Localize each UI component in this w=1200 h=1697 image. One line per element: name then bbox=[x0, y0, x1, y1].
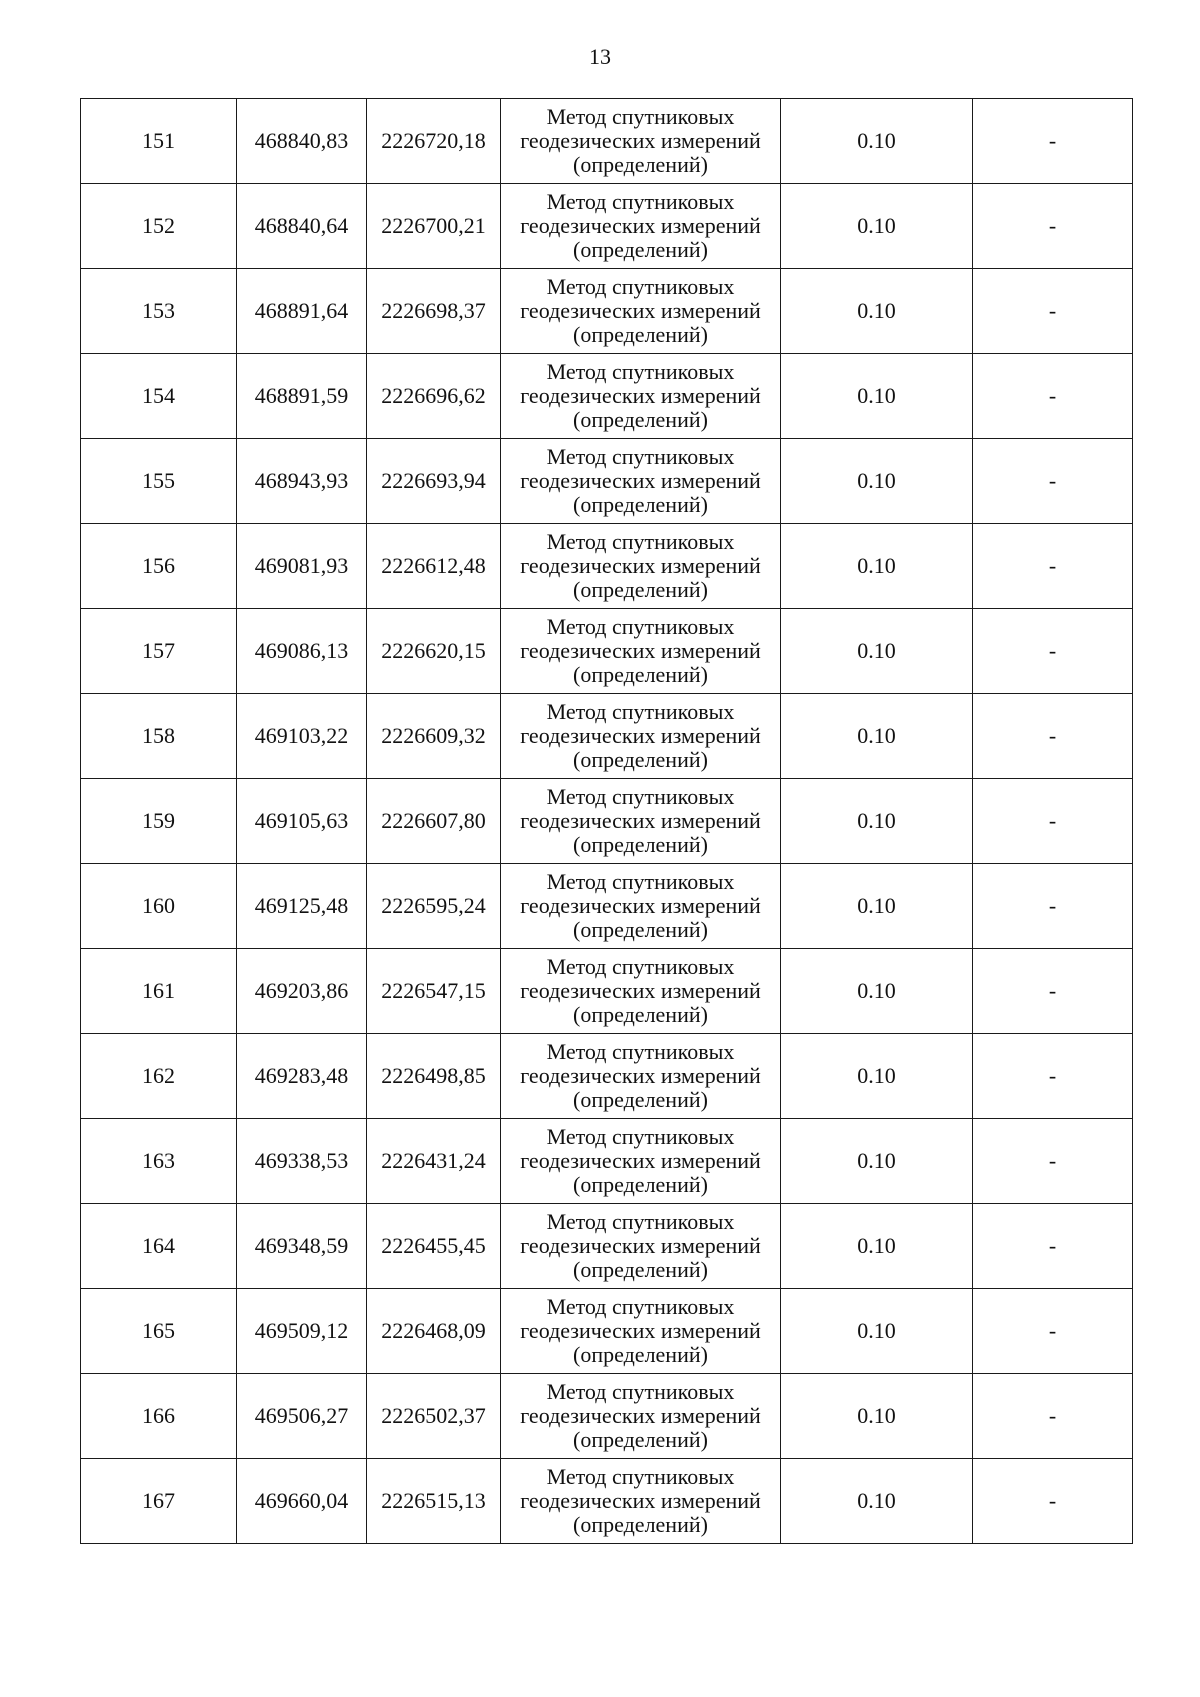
description-cell: - bbox=[973, 1204, 1133, 1289]
method-text-line: Метод спутниковых bbox=[546, 189, 735, 214]
method-text-line: (определений) bbox=[573, 577, 708, 602]
table-row bbox=[81, 609, 1133, 694]
method-text-line: геодезических измерений bbox=[520, 213, 761, 238]
method-text-line: геодезических измерений bbox=[520, 298, 761, 323]
method-text-line: Метод спутниковых bbox=[546, 359, 735, 384]
description-cell: - bbox=[973, 864, 1133, 949]
method-text-line: геодезических измерений bbox=[520, 638, 761, 663]
method-text-line: (определений) bbox=[573, 917, 708, 942]
description-cell: - bbox=[973, 99, 1133, 184]
point-number-cell: 155 bbox=[81, 439, 237, 524]
accuracy-cell: 0.10 bbox=[781, 1119, 973, 1204]
description-cell: - bbox=[973, 779, 1133, 864]
point-number-cell: 166 bbox=[81, 1374, 237, 1459]
x-coordinate-cell: 469283,48 bbox=[237, 1034, 367, 1119]
table-row bbox=[81, 949, 1133, 1034]
accuracy-cell: 0.10 bbox=[781, 1459, 973, 1544]
method-text-line: геодезических измерений bbox=[520, 893, 761, 918]
method-cell bbox=[501, 1204, 781, 1289]
method-text-line: Метод спутниковых bbox=[546, 1039, 735, 1064]
x-coordinate-cell: 469081,93 bbox=[237, 524, 367, 609]
description-cell: - bbox=[973, 1119, 1133, 1204]
y-coordinate-cell: 2226620,15 bbox=[367, 609, 501, 694]
accuracy-cell: 0.10 bbox=[781, 609, 973, 694]
method-cell bbox=[501, 1459, 781, 1544]
method-cell bbox=[501, 439, 781, 524]
method-cell bbox=[501, 1034, 781, 1119]
description-cell: - bbox=[973, 609, 1133, 694]
x-coordinate-cell: 469506,27 bbox=[237, 1374, 367, 1459]
accuracy-cell: 0.10 bbox=[781, 439, 973, 524]
method-text-line: (определений) bbox=[573, 1342, 708, 1367]
accuracy-cell: 0.10 bbox=[781, 1204, 973, 1289]
method-text-line: геодезических измерений bbox=[520, 1488, 761, 1513]
description-cell: - bbox=[973, 1289, 1133, 1374]
method-cell bbox=[501, 694, 781, 779]
method-text-line: геодезических измерений bbox=[520, 808, 761, 833]
method-text-line: (определений) bbox=[573, 407, 708, 432]
method-text-line: геодезических измерений bbox=[520, 978, 761, 1003]
point-number-cell: 161 bbox=[81, 949, 237, 1034]
point-number-cell: 164 bbox=[81, 1204, 237, 1289]
method-text-line: Метод спутниковых bbox=[546, 444, 735, 469]
point-number-cell: 156 bbox=[81, 524, 237, 609]
method-text-line: Метод спутниковых bbox=[546, 274, 735, 299]
description-cell: - bbox=[973, 354, 1133, 439]
description-cell: - bbox=[973, 1459, 1133, 1544]
table-row bbox=[81, 99, 1133, 184]
page-number: 13 bbox=[589, 44, 611, 69]
method-text-line: Метод спутниковых bbox=[546, 1294, 735, 1319]
table-row bbox=[81, 1204, 1133, 1289]
method-cell bbox=[501, 354, 781, 439]
description-cell: - bbox=[973, 184, 1133, 269]
method-text-line: Метод спутниковых bbox=[546, 1209, 735, 1234]
y-coordinate-cell: 2226515,13 bbox=[367, 1459, 501, 1544]
table-row bbox=[81, 1374, 1133, 1459]
method-text-line: Метод спутниковых bbox=[546, 954, 735, 979]
point-number-cell: 153 bbox=[81, 269, 237, 354]
method-text-line: (определений) bbox=[573, 1002, 708, 1027]
method-cell bbox=[501, 779, 781, 864]
method-text-line: (определений) bbox=[573, 1087, 708, 1112]
method-cell bbox=[501, 1289, 781, 1374]
method-cell bbox=[501, 99, 781, 184]
x-coordinate-cell: 468891,59 bbox=[237, 354, 367, 439]
x-coordinate-cell: 469348,59 bbox=[237, 1204, 367, 1289]
x-coordinate-cell: 468840,83 bbox=[237, 99, 367, 184]
x-coordinate-cell: 469203,86 bbox=[237, 949, 367, 1034]
method-text-line: геодезических измерений bbox=[520, 1403, 761, 1428]
accuracy-cell: 0.10 bbox=[781, 524, 973, 609]
method-text-line: Метод спутниковых bbox=[546, 104, 735, 129]
y-coordinate-cell: 2226502,37 bbox=[367, 1374, 501, 1459]
method-text-line: геодезических измерений bbox=[520, 383, 761, 408]
coordinates-table-body bbox=[81, 99, 1133, 1544]
method-text-line: Метод спутниковых bbox=[546, 784, 735, 809]
method-cell bbox=[501, 1374, 781, 1459]
point-number-cell: 158 bbox=[81, 694, 237, 779]
y-coordinate-cell: 2226693,94 bbox=[367, 439, 501, 524]
table-row bbox=[81, 354, 1133, 439]
method-cell bbox=[501, 864, 781, 949]
accuracy-cell: 0.10 bbox=[781, 269, 973, 354]
table-row bbox=[81, 269, 1133, 354]
method-cell bbox=[501, 184, 781, 269]
y-coordinate-cell: 2226498,85 bbox=[367, 1034, 501, 1119]
method-text-line: (определений) bbox=[573, 322, 708, 347]
table-row bbox=[81, 184, 1133, 269]
method-cell bbox=[501, 524, 781, 609]
method-text-line: геодезических измерений bbox=[520, 1063, 761, 1088]
method-text-line: Метод спутниковых bbox=[546, 529, 735, 554]
method-cell bbox=[501, 609, 781, 694]
method-text-line: Метод спутниковых bbox=[546, 1379, 735, 1404]
accuracy-cell: 0.10 bbox=[781, 1374, 973, 1459]
accuracy-cell: 0.10 bbox=[781, 1034, 973, 1119]
method-text-line: (определений) bbox=[573, 1512, 708, 1537]
x-coordinate-cell: 468891,64 bbox=[237, 269, 367, 354]
x-coordinate-cell: 468943,93 bbox=[237, 439, 367, 524]
x-coordinate-cell: 469660,04 bbox=[237, 1459, 367, 1544]
method-text-line: (определений) bbox=[573, 237, 708, 262]
y-coordinate-cell: 2226698,37 bbox=[367, 269, 501, 354]
y-coordinate-cell: 2226595,24 bbox=[367, 864, 501, 949]
x-coordinate-cell: 469125,48 bbox=[237, 864, 367, 949]
accuracy-cell: 0.10 bbox=[781, 779, 973, 864]
y-coordinate-cell: 2226468,09 bbox=[367, 1289, 501, 1374]
table-row bbox=[81, 1459, 1133, 1544]
y-coordinate-cell: 2226547,15 bbox=[367, 949, 501, 1034]
method-cell bbox=[501, 269, 781, 354]
method-text-line: геодезических измерений bbox=[520, 1148, 761, 1173]
method-text-line: Метод спутниковых bbox=[546, 699, 735, 724]
table-row bbox=[81, 694, 1133, 779]
table-row bbox=[81, 864, 1133, 949]
table-row bbox=[81, 524, 1133, 609]
method-text-line: (определений) bbox=[573, 832, 708, 857]
accuracy-cell: 0.10 bbox=[781, 864, 973, 949]
method-cell bbox=[501, 1119, 781, 1204]
y-coordinate-cell: 2226720,18 bbox=[367, 99, 501, 184]
table-row bbox=[81, 439, 1133, 524]
y-coordinate-cell: 2226455,45 bbox=[367, 1204, 501, 1289]
accuracy-cell: 0.10 bbox=[781, 354, 973, 439]
y-coordinate-cell: 2226607,80 bbox=[367, 779, 501, 864]
x-coordinate-cell: 469105,63 bbox=[237, 779, 367, 864]
method-cell bbox=[501, 949, 781, 1034]
method-text-line: (определений) bbox=[573, 1427, 708, 1452]
method-text-line: (определений) bbox=[573, 662, 708, 687]
point-number-cell: 159 bbox=[81, 779, 237, 864]
point-number-cell: 154 bbox=[81, 354, 237, 439]
point-number-cell: 163 bbox=[81, 1119, 237, 1204]
coordinates-table bbox=[80, 98, 1133, 1544]
method-text-line: (определений) bbox=[573, 747, 708, 772]
x-coordinate-cell: 469103,22 bbox=[237, 694, 367, 779]
method-text-line: геодезических измерений bbox=[520, 723, 761, 748]
point-number-cell: 157 bbox=[81, 609, 237, 694]
x-coordinate-cell: 469509,12 bbox=[237, 1289, 367, 1374]
table-row bbox=[81, 1119, 1133, 1204]
y-coordinate-cell: 2226700,21 bbox=[367, 184, 501, 269]
point-number-cell: 165 bbox=[81, 1289, 237, 1374]
accuracy-cell: 0.10 bbox=[781, 1289, 973, 1374]
table-row bbox=[81, 1289, 1133, 1374]
description-cell: - bbox=[973, 1034, 1133, 1119]
description-cell: - bbox=[973, 524, 1133, 609]
description-cell: - bbox=[973, 1374, 1133, 1459]
method-text-line: Метод спутниковых bbox=[546, 614, 735, 639]
accuracy-cell: 0.10 bbox=[781, 694, 973, 779]
accuracy-cell: 0.10 bbox=[781, 949, 973, 1034]
table-row bbox=[81, 779, 1133, 864]
method-text-line: Метод спутниковых bbox=[546, 869, 735, 894]
y-coordinate-cell: 2226612,48 bbox=[367, 524, 501, 609]
method-text-line: геодезических измерений bbox=[520, 128, 761, 153]
x-coordinate-cell: 469086,13 bbox=[237, 609, 367, 694]
y-coordinate-cell: 2226609,32 bbox=[367, 694, 501, 779]
method-text-line: (определений) bbox=[573, 1172, 708, 1197]
point-number-cell: 162 bbox=[81, 1034, 237, 1119]
point-number-cell: 151 bbox=[81, 99, 237, 184]
y-coordinate-cell: 2226431,24 bbox=[367, 1119, 501, 1204]
accuracy-cell: 0.10 bbox=[781, 184, 973, 269]
x-coordinate-cell: 469338,53 bbox=[237, 1119, 367, 1204]
accuracy-cell: 0.10 bbox=[781, 99, 973, 184]
method-text-line: (определений) bbox=[573, 492, 708, 517]
description-cell: - bbox=[973, 439, 1133, 524]
point-number-cell: 152 bbox=[81, 184, 237, 269]
description-cell: - bbox=[973, 694, 1133, 779]
description-cell: - bbox=[973, 269, 1133, 354]
method-text-line: геодезических измерений bbox=[520, 553, 761, 578]
method-text-line: (определений) bbox=[573, 1257, 708, 1282]
description-cell: - bbox=[973, 949, 1133, 1034]
point-number-cell: 160 bbox=[81, 864, 237, 949]
method-text-line: геодезических измерений bbox=[520, 1233, 761, 1258]
x-coordinate-cell: 468840,64 bbox=[237, 184, 367, 269]
table-row bbox=[81, 1034, 1133, 1119]
method-text-line: (определений) bbox=[573, 152, 708, 177]
y-coordinate-cell: 2226696,62 bbox=[367, 354, 501, 439]
method-text-line: геодезических измерений bbox=[520, 468, 761, 493]
method-text-line: Метод спутниковых bbox=[546, 1124, 735, 1149]
point-number-cell: 167 bbox=[81, 1459, 237, 1544]
method-text-line: Метод спутниковых bbox=[546, 1464, 735, 1489]
method-text-line: геодезических измерений bbox=[520, 1318, 761, 1343]
